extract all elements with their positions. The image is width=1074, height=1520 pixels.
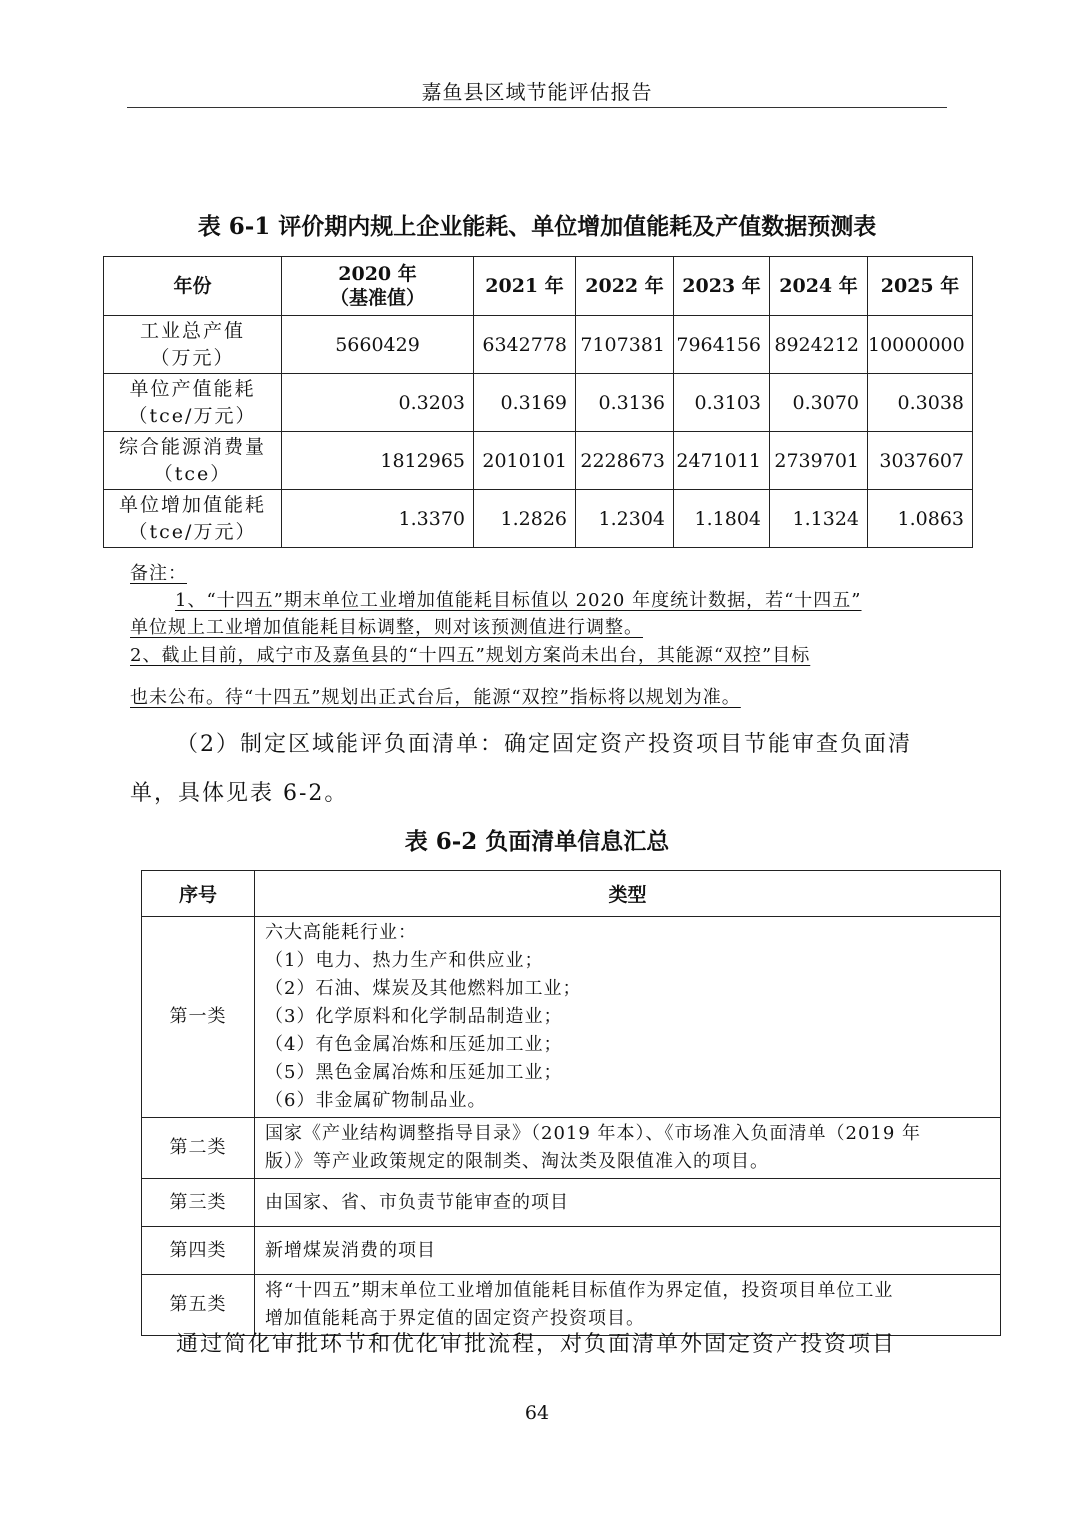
row-label-unit: （tce/万元） [128, 520, 257, 543]
header-cell-2025: 2025 年 [868, 257, 973, 316]
category-cell: 第四类 [142, 1227, 255, 1275]
description-line: （3）化学原料和化学制品制造业； [265, 1006, 563, 1027]
table-cell: 1.1324 [770, 490, 868, 548]
description-line: 将“十四五”期末单位工业增加值能耗目标值作为界定值，投资项目单位工业 [265, 1280, 894, 1301]
header-rule [127, 107, 947, 108]
table-row [142, 1118, 1001, 1179]
table-row [104, 432, 973, 490]
description-line: 版）》等产业政策规定的限制类、淘汰类及限值准入的项目。 [265, 1151, 769, 1172]
description-cell [255, 1227, 1001, 1275]
table-cell: 10000000 [868, 316, 973, 374]
negative-list-table [141, 870, 1001, 1336]
table-cell: 1.1804 [674, 490, 770, 548]
description-line: （5）黑色金属冶炼和压延加工业； [265, 1062, 563, 1083]
table-cell: 7964156 [674, 316, 770, 374]
table-cell: 1.0863 [868, 490, 973, 548]
row-label-name: 工业总产值 [139, 319, 245, 342]
table-row [142, 1227, 1001, 1275]
paragraph-1-line-b: 单，具体见表 6-2。 [130, 781, 349, 806]
row-label [104, 490, 282, 548]
table-2-caption: 表 6-2 负面清单信息汇总 [404, 828, 670, 855]
row-label [104, 316, 282, 374]
description-line: （2）石油、煤炭及其他燃料加工业； [265, 978, 582, 999]
row-label-unit: （tce/万元） [128, 404, 257, 427]
table-cell: 0.3103 [674, 374, 770, 432]
description-line: 国家《产业结构调整指导目录》（2019 年本）、《市场准入负面清单（2019 年 [265, 1123, 922, 1144]
table-cell: 2228673 [576, 432, 674, 490]
table-cell: 0.3038 [868, 374, 973, 432]
table-row [142, 917, 1001, 1118]
header-cell-year: 年份 [104, 257, 282, 316]
table-cell: 8924212 [770, 316, 868, 374]
description-line: 增加值能耗高于界定值的固定资产投资项目。 [265, 1308, 645, 1329]
table-row [104, 490, 973, 548]
table-cell: 0.3169 [474, 374, 576, 432]
paragraph-1-line-a: （2）制定区域能评负面清单：确定固定资产投资项目节能审查负面清 [176, 732, 912, 757]
table-cell: 1.3370 [282, 490, 474, 548]
table-row [104, 374, 973, 432]
description-cell [255, 917, 1001, 1118]
table-cell: 0.3070 [770, 374, 868, 432]
header-cell-type: 类型 [255, 871, 1001, 917]
table-cell: 2739701 [770, 432, 868, 490]
table-cell: 0.3136 [576, 374, 674, 432]
header-2020-baseline: （基准值） [329, 287, 425, 309]
table-cell: 1.2826 [474, 490, 576, 548]
table-cell: 2471011 [674, 432, 770, 490]
page-header-title: 嘉鱼县区域节能评估报告 [421, 80, 653, 104]
note-1-line-b: 单位规上工业增加值能耗目标调整，则对该预测值进行调整。 [130, 617, 643, 638]
description-line: （1）电力、热力生产和供应业； [265, 950, 544, 971]
row-label [104, 432, 282, 490]
category-cell: 第五类 [142, 1275, 255, 1336]
table-cell: 1.2304 [576, 490, 674, 548]
table-row [142, 1179, 1001, 1227]
row-label-unit: （万元） [150, 346, 235, 369]
category-cell: 第一类 [142, 917, 255, 1118]
row-label [104, 374, 282, 432]
category-cell: 第二类 [142, 1118, 255, 1179]
category-cell: 第三类 [142, 1179, 255, 1227]
table-cell: 3037607 [868, 432, 973, 490]
row-label-name: 单位增加值能耗 [118, 493, 266, 516]
description-line: 由国家、省、市负责节能审查的项目 [265, 1191, 569, 1213]
energy-forecast-table [103, 256, 973, 548]
description-line: （6）非金属矿物制品业。 [265, 1090, 487, 1111]
description-line: 六大高能耗行业： [265, 922, 417, 943]
table-cell: 5660429 [282, 316, 474, 374]
table-cell: 7107381 [576, 316, 674, 374]
note-2-line-b: 也未公布。待“十四五”规划出正式台后，能源“双控”指标将以规划为准。 [130, 687, 741, 708]
header-cell-2020 [282, 257, 474, 316]
header-cell-2024: 2024 年 [770, 257, 868, 316]
table-cell: 6342778 [474, 316, 576, 374]
table-cell: 2010101 [474, 432, 576, 490]
row-label-name: 综合能源消费量 [118, 435, 266, 458]
table-row [104, 316, 973, 374]
table-1-caption: 表 6-1 评价期内规上企业能耗、单位增加值能耗及产值数据预测表 [197, 213, 877, 240]
header-cell-index: 序号 [142, 871, 255, 917]
description-line: 新增煤炭消费的项目 [265, 1239, 436, 1261]
note-2-line-a: 2、截止目前，咸宁市及嘉鱼县的“十四五”规划方案尚未出台，其能源“双控”目标 [130, 645, 811, 666]
table-cell: 1812965 [282, 432, 474, 490]
page-number: 64 [524, 1402, 550, 1424]
header-cell-2022: 2022 年 [576, 257, 674, 316]
note-1-line-a: 1、“十四五”期末单位工业增加值能耗目标值以 2020 年度统计数据，若“十四五” [175, 590, 862, 611]
description-line: （4）有色金属冶炼和压延加工业； [265, 1034, 563, 1055]
description-cell [255, 1179, 1001, 1227]
description-cell [255, 1118, 1001, 1179]
table-cell: 0.3203 [282, 374, 474, 432]
table-header-row [104, 257, 973, 316]
paragraph-2: 通过简化审批环节和优化审批流程，对负面清单外固定资产投资项目 [176, 1332, 897, 1357]
header-2020-year: 2020 年 [338, 263, 417, 285]
row-label-unit: （tce） [153, 462, 232, 485]
row-label-name: 单位产值能耗 [129, 377, 256, 400]
header-cell-2021: 2021 年 [474, 257, 576, 316]
header-cell-2023: 2023 年 [674, 257, 770, 316]
notes-title: 备注： [130, 563, 187, 584]
table-header-row [142, 871, 1001, 917]
